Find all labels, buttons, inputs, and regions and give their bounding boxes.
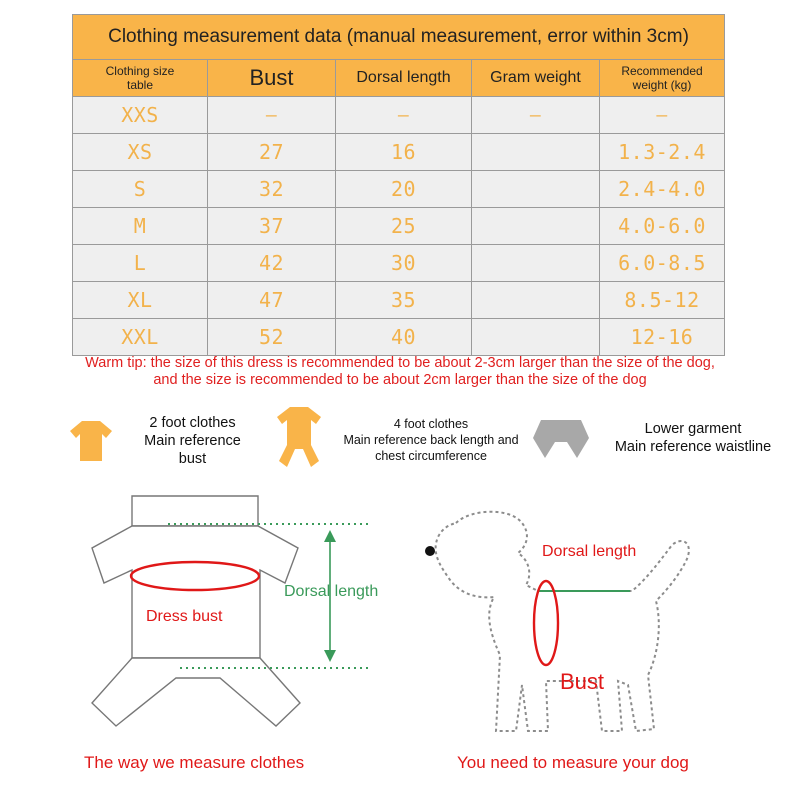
- cell-weight: 2.4-4.0: [600, 171, 725, 208]
- cell-dorsal: 30: [336, 245, 472, 282]
- table-title: Clothing measurement data (manual measurement, error within 3cm): [73, 15, 725, 60]
- header-gram-weight: Gram weight: [472, 60, 600, 97]
- cell-bust: 42: [208, 245, 336, 282]
- cell-gram: [472, 245, 600, 282]
- warm-tip-line1: Warm tip: the size of this dress is recommended to be about 2-3cm larger than the size of the dog,: [85, 355, 715, 371]
- cell-size: L: [73, 245, 208, 282]
- table-header-row: [73, 60, 725, 97]
- dog-outline-diagram: [418, 505, 718, 745]
- header-bust: Bust: [208, 60, 336, 97]
- lower-garment-legend: Lower garment Main reference waistline: [614, 421, 772, 455]
- cell-gram: [472, 134, 600, 171]
- cell-bust: —: [208, 97, 336, 134]
- cell-weight: 6.0-8.5: [600, 245, 725, 282]
- cell-dorsal: 16: [336, 134, 472, 171]
- cell-bust: 27: [208, 134, 336, 171]
- four-foot-legend: 4 foot clothes Main reference back length and chest circumference: [343, 417, 519, 463]
- cell-bust: 32: [208, 171, 336, 208]
- four-foot-clothes-icon: [275, 405, 323, 471]
- cell-dorsal: 40: [336, 319, 472, 356]
- header-recommended-weight: Recommended weight (kg): [600, 60, 725, 97]
- cell-dorsal: 35: [336, 282, 472, 319]
- dorsal-length-right-label: Dorsal length: [542, 543, 637, 560]
- cell-gram: [472, 208, 600, 245]
- cell-gram: [472, 171, 600, 208]
- cell-size: XS: [73, 134, 208, 171]
- two-foot-legend: 2 foot clothes Main reference bust: [144, 415, 241, 467]
- cell-bust: 52: [208, 319, 336, 356]
- table-row: [73, 245, 725, 282]
- cell-bust: 37: [208, 208, 336, 245]
- cell-gram: [472, 282, 600, 319]
- cell-dorsal: —: [336, 97, 472, 134]
- bust-right-label: Bust: [560, 669, 605, 694]
- cell-size: XL: [73, 282, 208, 319]
- cell-weight: 8.5-12: [600, 282, 725, 319]
- cell-size: XXS: [73, 97, 208, 134]
- table-row: [73, 171, 725, 208]
- cell-dorsal: 20: [336, 171, 472, 208]
- lower-garment-icon: [531, 418, 591, 462]
- table-row: [73, 319, 725, 356]
- header-dorsal-length: Dorsal length: [336, 60, 472, 97]
- garment-outline-diagram: [80, 488, 410, 738]
- caption-left: The way we measure clothes: [84, 753, 305, 772]
- table-row: [73, 134, 725, 171]
- cell-size: XXL: [73, 319, 208, 356]
- dorsal-length-left-label: Dorsal length: [284, 583, 379, 600]
- size-chart-table: [72, 14, 725, 356]
- cell-weight: 4.0-6.0: [600, 208, 725, 245]
- cell-size: M: [73, 208, 208, 245]
- cell-size: S: [73, 171, 208, 208]
- header-size: Clothing size table: [73, 60, 208, 97]
- table-row: [73, 97, 725, 134]
- dress-bust-label: Dress bust: [146, 608, 223, 625]
- cell-dorsal: 25: [336, 208, 472, 245]
- cell-bust: 47: [208, 282, 336, 319]
- table-row: [73, 282, 725, 319]
- warm-tip: [0, 355, 800, 389]
- cell-weight: —: [600, 97, 725, 134]
- two-foot-clothes-icon: [68, 418, 114, 464]
- caption-right: You need to measure your dog: [457, 753, 689, 772]
- cell-weight: 12-16: [600, 319, 725, 356]
- warm-tip-line2: and the size is recommended to be about 2cm larger than the size of the dog: [153, 372, 647, 388]
- table-row: [73, 208, 725, 245]
- cell-weight: 1.3-2.4: [600, 134, 725, 171]
- cell-gram: —: [472, 97, 600, 134]
- cell-gram: [472, 319, 600, 356]
